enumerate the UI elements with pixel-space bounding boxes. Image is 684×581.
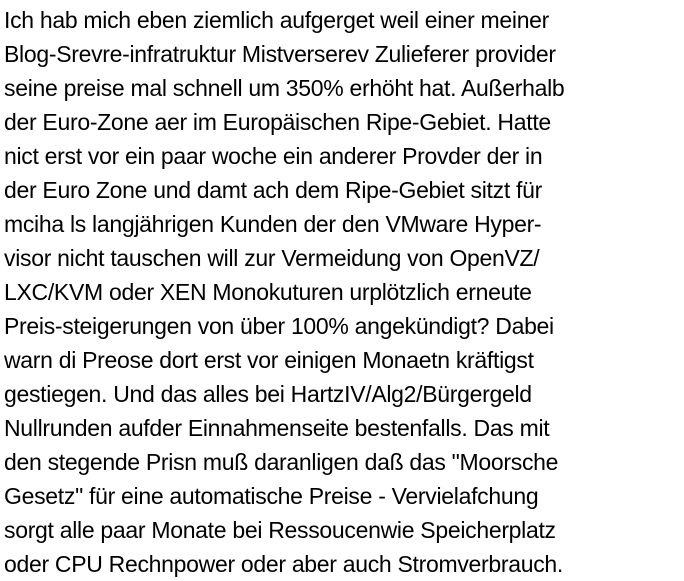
text-line: visor nicht tauschen will zur Vermeidung von OpenVZ/ (4, 245, 540, 271)
text-line: Preis-steigerungen von über 100% angekündigt? Dabei (4, 313, 554, 339)
text-line: der Euro-Zone aer im Europäischen Ripe-Gebiet. Hatte (4, 109, 551, 135)
text-line: Gesetz" für eine automatische Preise - Vervielafchung (4, 483, 539, 509)
text-line: den stegende Prisn muß daranligen daß das "Moorsche (4, 449, 559, 475)
text-line: seine preise mal schnell um 350% erhöht hat. Außerhalb (4, 75, 565, 101)
text-line: sorgt alle paar Monate bei Ressoucenwie Speicherplatz (4, 517, 556, 543)
text-line: oder CPU Rechnpower oder aber auch Stromverbrauch. (4, 551, 564, 577)
text-line: gestiegen. Und das alles bei HartzIV/Alg2/Bürgergeld (4, 381, 532, 407)
text-line: der Euro Zone und damt ach dem Ripe-Gebiet sitzt für (4, 177, 542, 203)
text-line: Blog-Srevre-infratruktur Mistverserev Zulieferer provider (4, 41, 556, 67)
text-line: Nullrunden aufder Einnahmenseite bestenfalls. Das mit (4, 415, 550, 441)
text-line: LXC/KVM oder XEN Monokuturen urplötzlich erneute (4, 279, 532, 305)
text-line: warn di Preose dort erst vor einigen Monaetn kräftigst (4, 347, 534, 373)
text-line: mciha ls langjährigen Kunden der den VMware Hyper- (4, 211, 542, 237)
text-line: Ich hab mich eben ziemlich aufgerget weil einer meiner (4, 7, 550, 33)
text-line: nict erst vor ein paar woche ein anderer Provder der in (4, 143, 543, 169)
